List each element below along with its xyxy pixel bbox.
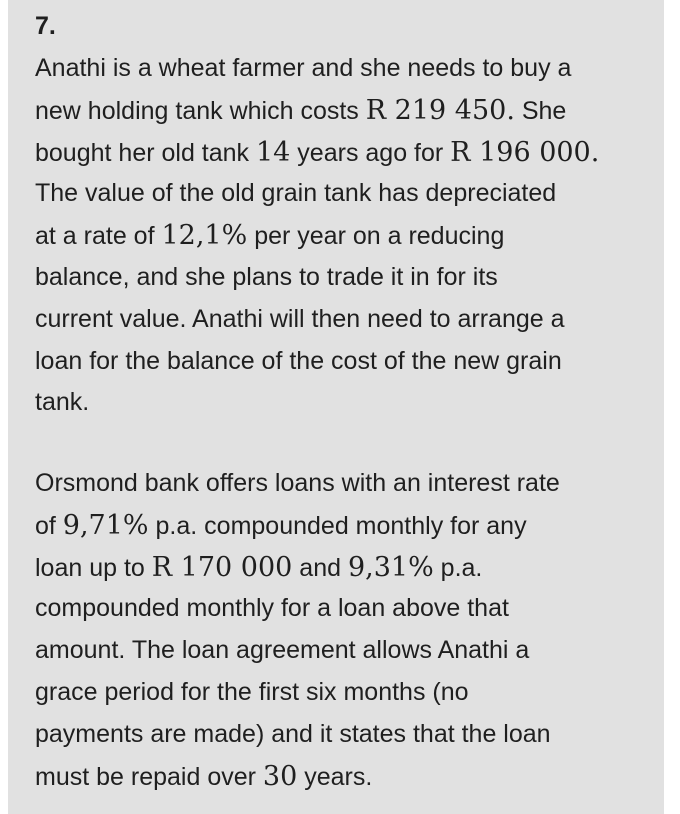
- math-value: 9,31%: [347, 551, 434, 583]
- text-run: Anathi is a wheat farmer and she needs to buy a: [35, 54, 572, 82]
- text-line: [35, 299, 655, 341]
- text-run: balance, and she plans to trade it in for its: [35, 262, 498, 291]
- text-run: p.a.: [433, 553, 483, 582]
- text-line: [35, 714, 655, 756]
- text-run: bought her old tank: [35, 138, 256, 167]
- math-value: 14: [256, 136, 291, 168]
- text-run: amount. The loan agreement allows Anathi a: [35, 636, 530, 665]
- text-run: at a rate of: [35, 222, 162, 251]
- text-run: She: [514, 96, 567, 125]
- text-run: compounded monthly for a loan above that: [35, 594, 509, 623]
- text-run: The value of the old grain tank has depreciated: [35, 179, 557, 208]
- text-run: must be repaid over: [35, 762, 263, 791]
- text-line: [35, 756, 655, 798]
- text-line: [35, 505, 655, 547]
- text-line: [35, 672, 655, 714]
- text-line: [35, 90, 655, 132]
- text-line: [35, 48, 655, 90]
- text-run: years.: [297, 762, 373, 791]
- text-run: new holding tank which costs: [35, 96, 366, 125]
- text-line: [35, 547, 655, 589]
- math-value: R 196 000.: [450, 136, 600, 168]
- text-run: per year on a reducing: [247, 222, 505, 251]
- text-run: payments are made) and it states that the loan: [35, 719, 551, 748]
- paragraph-1: [35, 48, 655, 424]
- math-value: R 219 450.: [365, 94, 515, 126]
- text-line: [35, 215, 655, 257]
- text-line: [35, 630, 655, 672]
- text-run: and: [292, 553, 348, 582]
- text-run: of: [35, 511, 63, 540]
- text-run: tank.: [35, 388, 90, 417]
- text-line: [35, 132, 655, 174]
- math-value: 9,71%: [62, 509, 149, 541]
- text-line: [35, 382, 655, 424]
- text-line: [35, 341, 655, 383]
- text-run: loan for the balance of the cost of the new grain: [35, 346, 562, 375]
- question-number: 7.: [35, 12, 56, 40]
- text-run: years ago for: [290, 138, 451, 167]
- math-value: 12,1%: [161, 220, 248, 252]
- text-run: grace period for the first six months (no: [35, 677, 469, 706]
- text-line: [35, 173, 655, 215]
- text-line: [35, 588, 655, 630]
- math-value: R 170 000: [151, 551, 293, 583]
- text-line: [35, 257, 655, 299]
- math-value: 30: [262, 760, 298, 792]
- text-run: p.a. compounded monthly for any: [148, 511, 527, 540]
- paragraph-2: [35, 463, 655, 797]
- text-run: loan up to: [35, 553, 152, 582]
- text-run: Orsmond bank offers loans with an interest rate: [35, 469, 560, 497]
- text-run: current value. Anathi will then need to arrange a: [35, 304, 565, 333]
- text-line: [35, 463, 655, 505]
- question-card: [8, 0, 664, 814]
